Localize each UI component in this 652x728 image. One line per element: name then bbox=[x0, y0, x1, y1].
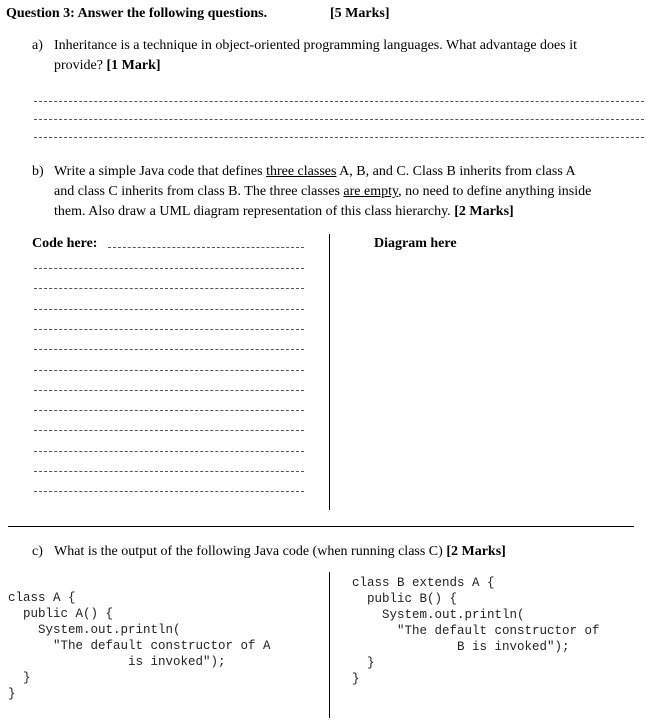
part-c-text: What is the output of the following Java code (when running class C) bbox=[54, 544, 447, 559]
code-here-label: Code here: bbox=[32, 236, 98, 251]
divider-vertical-code bbox=[329, 572, 330, 718]
part-a bbox=[32, 36, 577, 76]
part-c-label: c) bbox=[32, 544, 43, 559]
part-c-question bbox=[32, 542, 506, 562]
answer-line bbox=[34, 119, 644, 120]
part-c bbox=[32, 542, 506, 562]
part-a-line2 bbox=[54, 56, 577, 76]
code-class-a: class A { public A() { System.out.println( "The default constructor of A is invoked"); } } bbox=[8, 591, 271, 701]
part-b-line1-underlined: three classes bbox=[266, 164, 337, 179]
code-line bbox=[108, 247, 304, 248]
part-c-marks: [2 Marks] bbox=[446, 544, 506, 559]
part-a-marks: [1 Mark] bbox=[106, 58, 161, 73]
part-b bbox=[32, 162, 591, 222]
code-line bbox=[34, 471, 304, 472]
part-b-line3 bbox=[54, 202, 591, 222]
part-b-line3-text: them. Also draw a UML diagram representation of this class hierarchy. bbox=[54, 204, 455, 219]
code-class-b: class B extends A { public B() { System.out.println( "The default constructor of B is invoked"); } } bbox=[352, 576, 600, 686]
part-a-line1: Inheritance is a technique in object-oriented programming languages. What advantage does it bbox=[54, 38, 577, 53]
part-b-line2-post: , no need to define anything inside bbox=[398, 184, 592, 199]
part-b-line2-underlined: are empty bbox=[343, 184, 399, 199]
code-line bbox=[34, 329, 304, 330]
code-line bbox=[34, 370, 304, 371]
part-a-label: a) bbox=[32, 38, 43, 53]
divider-horizontal bbox=[8, 526, 634, 527]
question-title: Question 3: Answer the following questions. bbox=[6, 6, 268, 21]
code-line bbox=[34, 410, 304, 411]
diagram-here-label: Diagram here bbox=[374, 236, 457, 251]
part-b-line2-pre: and class C inherits from class B. The three classes bbox=[54, 184, 344, 199]
divider-vertical bbox=[329, 234, 330, 510]
code-line bbox=[34, 430, 304, 431]
question-marks: [5 Marks] bbox=[330, 6, 390, 21]
code-line bbox=[34, 288, 304, 289]
code-line bbox=[34, 309, 304, 310]
answer-line bbox=[34, 101, 644, 102]
answer-line bbox=[34, 137, 644, 138]
code-line bbox=[34, 451, 304, 452]
code-line bbox=[34, 349, 304, 350]
part-b-marks: [2 Marks] bbox=[454, 204, 514, 219]
part-b-label: b) bbox=[32, 164, 44, 179]
part-b-line1-post: A, B, and C. Class B inherits from class A bbox=[336, 164, 576, 179]
code-line bbox=[34, 268, 304, 269]
code-line bbox=[34, 491, 304, 492]
part-b-line1 bbox=[54, 162, 591, 182]
part-b-line2 bbox=[54, 182, 591, 202]
part-a-line2-text: provide? bbox=[54, 58, 107, 73]
part-b-line1-pre: Write a simple Java code that defines bbox=[54, 164, 267, 179]
code-line bbox=[34, 390, 304, 391]
